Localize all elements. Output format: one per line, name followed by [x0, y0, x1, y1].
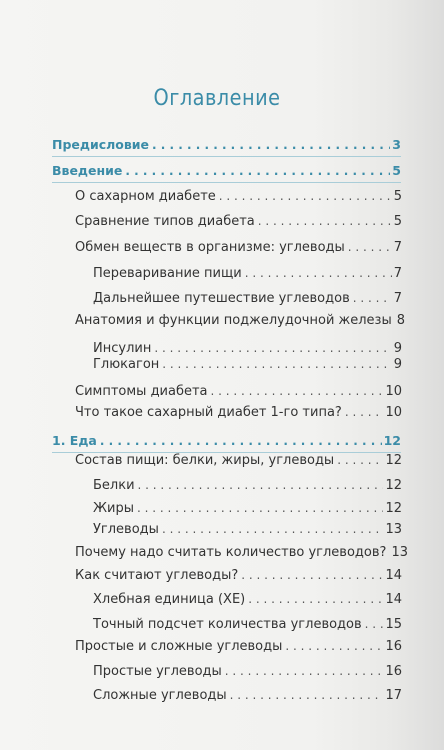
toc-entry-label: Состав пищи: белки, жиры, углеводы: [75, 453, 335, 468]
toc-entry-label: Обмен веществ в организме: углеводы: [75, 240, 345, 255]
toc-entry-label: Углеводы: [93, 522, 159, 537]
toc-entry-label: 1. Еда: [52, 433, 97, 448]
toc-entry-page-number: 12: [385, 453, 402, 468]
dot-leader: [337, 453, 383, 467]
toc-entry-label: Жиры: [93, 501, 134, 516]
dot-leader: [100, 434, 382, 448]
toc-entry[interactable]: [93, 357, 402, 372]
toc-entry-page-number: 12: [385, 501, 402, 516]
dot-leader: [258, 214, 392, 228]
dot-leader: [125, 164, 390, 178]
toc-entry-page-number: 5: [393, 214, 402, 229]
toc-entry[interactable]: [75, 453, 402, 468]
toc-entry-label: Анатомия и функции поджелудочной железы: [75, 313, 392, 328]
toc-entry[interactable]: [93, 501, 402, 516]
section-divider: [52, 182, 401, 183]
toc-entry-page-number: 5: [393, 189, 402, 204]
toc-entry[interactable]: [52, 137, 401, 152]
dot-leader: [348, 240, 392, 254]
toc-entry-label: Дальнейшее путешествие углеводов: [93, 291, 350, 306]
dot-leader: [152, 138, 390, 152]
toc-entry-page-number: 12: [383, 433, 401, 448]
page-title: Оглавление: [153, 86, 281, 111]
toc-entry-label: Белки: [93, 478, 135, 493]
toc-entry[interactable]: [93, 688, 402, 703]
toc-entry-page-number: 13: [391, 545, 408, 560]
toc-entry-label: Глюкагон: [93, 357, 160, 372]
dot-leader: [230, 688, 384, 702]
dot-leader: [162, 357, 391, 371]
dot-leader: [241, 568, 383, 582]
toc-entry[interactable]: [93, 266, 402, 281]
toc-entry[interactable]: [75, 240, 402, 255]
toc-entry-label: Введение: [52, 163, 123, 178]
toc-entry[interactable]: [75, 189, 402, 204]
toc-entry[interactable]: [52, 163, 401, 178]
toc-entry-page-number: 8: [396, 313, 405, 328]
toc-entry-label: Сложные углеводы: [93, 688, 227, 703]
toc-entry-page-number: 5: [392, 163, 401, 178]
toc-entry[interactable]: [75, 568, 402, 583]
toc-entry[interactable]: [93, 291, 402, 306]
toc-entry-label: Почему надо считать количество углеводов?: [75, 545, 387, 560]
toc-entry-label: Простые углеводы: [93, 664, 222, 679]
toc-entry[interactable]: [93, 478, 402, 493]
toc-entry-page-number: 9: [393, 357, 402, 372]
toc-entry-page-number: 14: [385, 592, 402, 607]
toc-entry-label: Симптомы диабета: [75, 384, 208, 399]
toc-entry[interactable]: [75, 214, 402, 229]
toc-entry-page-number: 13: [385, 522, 402, 537]
dot-leader: [211, 384, 384, 398]
dot-leader: [345, 405, 384, 419]
dot-leader: [162, 522, 384, 536]
toc-entry-page-number: 17: [385, 688, 402, 703]
toc-entry[interactable]: [93, 664, 402, 679]
dot-leader: [245, 266, 392, 280]
toc-entry-page-number: 12: [385, 478, 402, 493]
dot-leader: [365, 617, 384, 631]
toc-entry[interactable]: [93, 617, 402, 632]
dot-leader: [353, 291, 392, 305]
toc-entry-label: Предисловие: [52, 137, 150, 152]
dot-leader: [225, 664, 384, 678]
section-divider: [52, 156, 401, 157]
toc-entry-page-number: 16: [385, 664, 402, 679]
toc-entry[interactable]: [75, 384, 402, 399]
toc-entry-label: Что такое сахарный диабет 1-го типа?: [75, 405, 342, 420]
toc-entry-page-number: 15: [385, 617, 402, 632]
dot-leader: [154, 341, 391, 355]
toc-entry-label: Хлебная единица (ХЕ): [93, 592, 246, 607]
toc-entry[interactable]: [75, 545, 408, 560]
toc-entry-label: Переваривание пищи: [93, 266, 242, 281]
toc-entry-page-number: 16: [385, 639, 402, 654]
dot-leader: [219, 189, 392, 203]
dot-leader: [248, 592, 383, 606]
toc-entry[interactable]: [52, 433, 401, 448]
toc-entry-page-number: 10: [385, 405, 402, 420]
toc-entry-label: Простые и сложные углеводы: [75, 639, 283, 654]
toc-entry-page-number: 9: [393, 341, 402, 356]
toc-entry-label: О сахарном диабете: [75, 189, 216, 204]
toc-entry-label: Инсулин: [93, 341, 152, 356]
toc-entry-page-number: 7: [393, 266, 402, 281]
toc-entry-page-number: 3: [392, 137, 401, 152]
dot-leader: [137, 501, 383, 515]
toc-entry-label: Сравнение типов диабета: [75, 214, 255, 229]
toc-entry[interactable]: [93, 341, 402, 356]
toc-entry-label: Точный подсчет количества углеводов: [93, 617, 362, 632]
dot-leader: [285, 639, 383, 653]
toc-entry-page-number: 7: [393, 291, 402, 306]
toc-entry-page-number: 7: [393, 240, 402, 255]
toc-entry[interactable]: [75, 405, 402, 420]
toc-entry[interactable]: [93, 522, 402, 537]
dot-leader: [138, 478, 384, 492]
toc-entry[interactable]: [75, 639, 402, 654]
toc-entry-page-number: 10: [385, 384, 402, 399]
toc-entry[interactable]: [75, 313, 405, 328]
toc-entry[interactable]: [93, 592, 402, 607]
toc-entry-page-number: 14: [385, 568, 402, 583]
toc-entry-label: Как считают углеводы?: [75, 568, 239, 583]
